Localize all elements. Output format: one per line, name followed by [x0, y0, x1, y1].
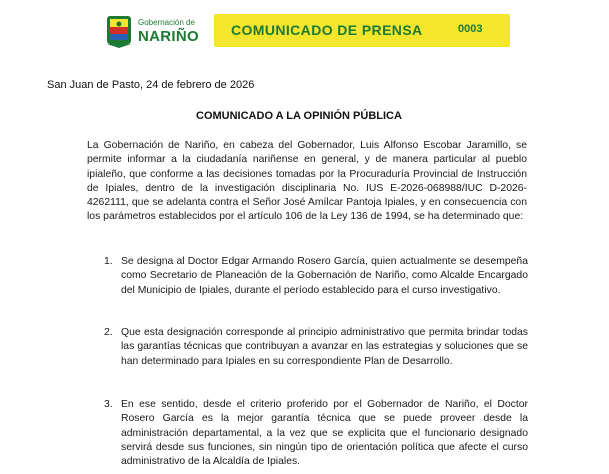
gobernacion-logo: [104, 14, 204, 50]
header: [0, 0, 609, 58]
logo-name: NARIÑO: [138, 28, 199, 45]
intro-paragraph: La Gobernación de Nariño, en cabeza del Gobernador, Luis Alfonso Escobar Jaramillo, se permite informar a la ciudadanía nariñense en general, y de manera particular al pueblo ipialeño, que conforme a las decisiones tomadas por la Procuraduría Provincial de Instrucción de Ipiales, dentro de la investigación disciplinaria No. IUS E-2026-068988/IUC D-2026-4262111, que se adelanta contra el Señor José Amílcar Pantoja Ipiales, y en consecuencia con los parámetros establecidos por el artículo 106 de la Ley 136 de 1994, se ha determinado que:: [87, 140, 527, 223]
document-date: San Juan de Pasto, 24 de febrero de 2026: [47, 79, 255, 91]
document-title: COMUNICADO A LA OPINIÓN PÚBLICA: [196, 110, 402, 122]
list-item-number: 2.: [104, 327, 113, 338]
list-item-number: 3.: [104, 399, 113, 410]
release-number: 0003: [458, 23, 483, 35]
banner-title: COMUNICADO DE PRENSA: [231, 22, 423, 38]
list-item-text: Que esta designación corresponde al principio administrativo que permita brindar todas las garantías técnicas que contribuyan a avanzar en las estrategias y soluciones que se han determinado para Ipiales en su correspondiente Plan de Desarrollo.: [121, 327, 528, 367]
list-item-text: Se designa al Doctor Edgar Armando Rosero García, quien actualmente se desempeña como Secretario de Planeación de la Gobernación de Nariño, como Alcalde Encargado del Municipio de Ipiales, durante el período establecido para el curso investigativo.: [121, 256, 528, 296]
coat-of-arms-icon: [104, 14, 134, 48]
list-item-number: 1.: [104, 256, 113, 267]
press-release-banner: [214, 14, 510, 47]
list-item-text: En ese sentido, desde el criterio proferido por el Gobernador de Nariño, el Doctor Rosero García es la mejor garantía técnica que se puede proveer desde la administración departamental, a la vez que se explicita que el funcionario designado servirá desde sus funciones, sin ningún tipo de orientación política que afecte el curso administrativo de la Alcaldía de Ipiales.: [121, 399, 528, 468]
logo-subtitle: Gobernación de: [138, 18, 195, 27]
